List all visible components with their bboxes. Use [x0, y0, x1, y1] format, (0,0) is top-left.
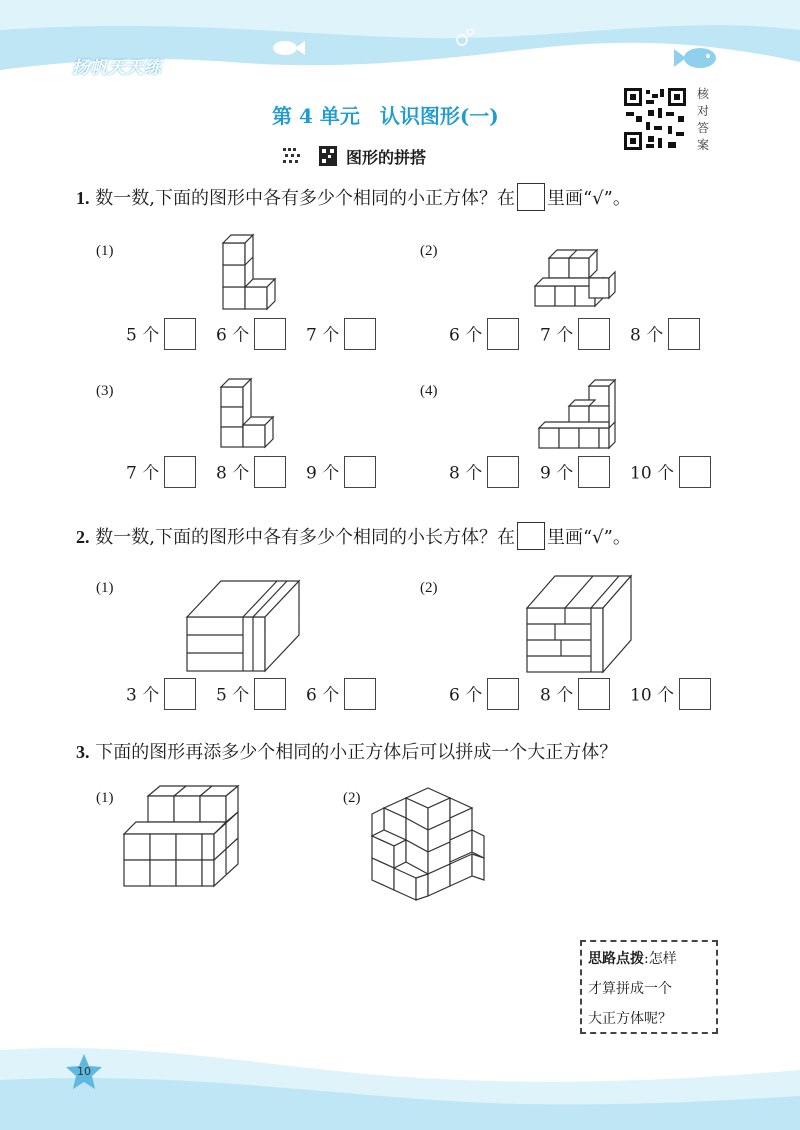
answer-checkbox[interactable] — [578, 318, 610, 350]
question-number: 1. — [76, 188, 90, 208]
option: 6 个 — [449, 320, 519, 352]
item-label: (3) — [96, 383, 114, 399]
item-label: (1) — [96, 580, 114, 596]
answer-checkbox[interactable] — [344, 456, 376, 488]
item-label: (2) — [343, 790, 361, 806]
question-3-text: 3. 下面的图形再添多少个相同的小正方体后可以拼成一个大正方体？ — [76, 742, 618, 763]
answer-checkbox[interactable] — [254, 318, 286, 350]
brand-logo: 扬帆天天练 — [72, 58, 162, 78]
answer-checkbox[interactable] — [254, 456, 286, 488]
cube-figure-q1-3 — [215, 375, 285, 455]
option: 5 个 — [126, 320, 196, 352]
option: 8 个 — [540, 680, 610, 712]
cube-figure-q1-4 — [537, 372, 621, 456]
answer-checkbox[interactable] — [487, 456, 519, 488]
sample-checkbox — [517, 183, 545, 211]
answer-checkbox[interactable] — [668, 318, 700, 350]
option: 10 个 — [630, 458, 711, 490]
option: 7 个 — [126, 458, 196, 490]
qr-side-text: 核对答案 — [697, 87, 710, 152]
question-2-text: 2. 数一数,下面的图形中各有多少个相同的小长方体？在 里画“√”。 — [76, 523, 631, 552]
question-number: 2. — [76, 527, 90, 547]
option: 9 个 — [306, 458, 376, 490]
answer-checkbox[interactable] — [578, 678, 610, 710]
hint-box: 思路点拨:怎样 才算拼成一个 大正方体呢？ — [580, 940, 718, 1034]
hint-title: 思路点拨 — [588, 951, 644, 967]
page-number: 10 — [77, 1065, 91, 1078]
item-label: (4) — [420, 383, 438, 399]
option: 7 个 — [306, 320, 376, 352]
answer-checkbox[interactable] — [344, 678, 376, 710]
option: 8 个 — [630, 320, 700, 352]
option: 10 个 — [630, 680, 711, 712]
cube-figure-q1-2 — [533, 248, 623, 314]
option: 8 个 — [216, 458, 286, 490]
answer-checkbox[interactable] — [487, 318, 519, 350]
unit-title: 第 4 单元 认识图形(一) — [272, 104, 499, 128]
section-qr-icon[interactable] — [283, 146, 339, 168]
option: 8 个 — [449, 458, 519, 490]
option: 6 个 — [306, 680, 376, 712]
option: 5 个 — [216, 680, 286, 712]
fish-icon — [674, 48, 716, 68]
section-title: 图形的拼搭 — [346, 148, 427, 167]
item-label: (2) — [420, 243, 438, 259]
item-label: (1) — [96, 790, 114, 806]
cube-figure-q1-1 — [215, 235, 285, 315]
item-label: (1) — [96, 243, 114, 259]
answer-checkbox[interactable] — [679, 456, 711, 488]
answer-checkbox[interactable] — [344, 318, 376, 350]
answer-checkbox[interactable] — [164, 678, 196, 710]
option: 3 个 — [126, 680, 196, 712]
question-number: 3. — [76, 742, 90, 762]
answer-checkbox[interactable] — [254, 678, 286, 710]
sample-checkbox — [517, 522, 545, 550]
option: 6 个 — [449, 680, 519, 712]
answer-checkbox[interactable] — [487, 678, 519, 710]
cube-figure-q3-2 — [370, 782, 486, 908]
cube-figure-q3-1 — [122, 782, 244, 890]
cuboid-figure-q2-2 — [525, 572, 635, 676]
answer-checkbox[interactable] — [164, 456, 196, 488]
footer-banner — [0, 1040, 800, 1130]
option: 7 个 — [540, 320, 610, 352]
answer-checkbox[interactable] — [578, 456, 610, 488]
cuboid-figure-q2-1 — [185, 575, 305, 675]
qr-code-icon[interactable] — [622, 86, 688, 152]
answer-checkbox[interactable] — [679, 678, 711, 710]
question-1-text: 1. 数一数,下面的图形中各有多少个相同的小正方体？在 里画“√”。 — [76, 184, 631, 213]
item-label: (2) — [420, 580, 438, 596]
option: 9 个 — [540, 458, 610, 490]
answer-checkbox[interactable] — [164, 318, 196, 350]
option: 6 个 — [216, 320, 286, 352]
